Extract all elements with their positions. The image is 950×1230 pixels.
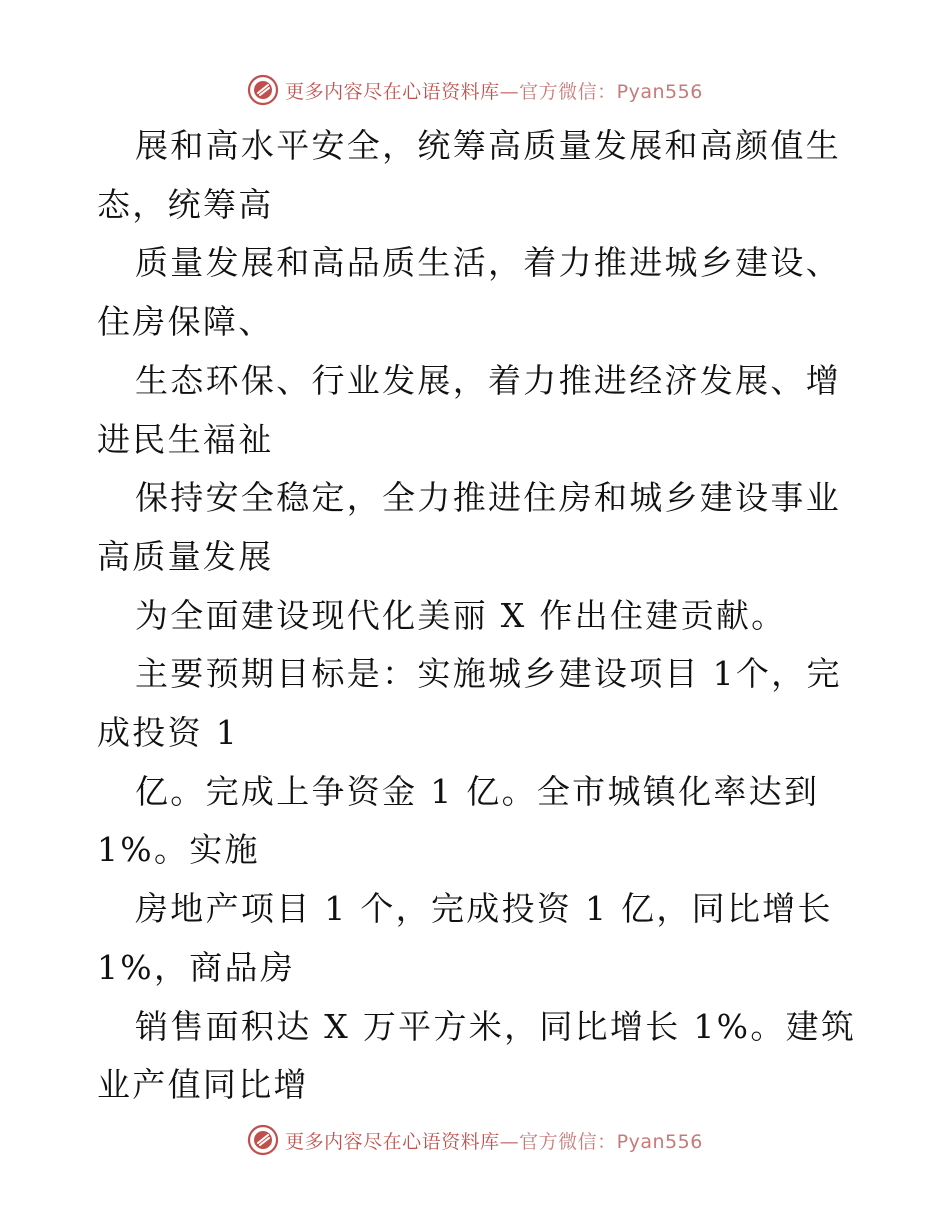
paragraph-3: 生态环保、行业发展，着力推进经济发展、增进民生福祉	[97, 360, 841, 459]
paragraph-9: 销售面积达 X 万平方米，同比增长 1%。建筑业产值同比增	[97, 1006, 857, 1105]
header-rest-text: —官方微信：Pyan556	[499, 80, 703, 103]
header-text	[285, 77, 703, 104]
paragraph-5: 为全面建设现代化美丽 X 作出住建贡献。	[135, 595, 787, 635]
footer-text	[285, 1127, 703, 1154]
page-footer-banner	[0, 1120, 950, 1160]
footer-rest-text: —官方微信：Pyan556	[499, 1130, 703, 1153]
header-lead-text: 更多内容尽在心语资料库	[285, 80, 500, 103]
document-body	[97, 117, 857, 1115]
red-seal-logo-icon	[247, 74, 279, 106]
paragraph-1: 展和高水平安全，统筹高质量发展和高颜值生态，统筹高	[97, 126, 841, 224]
paragraph-8: 房地产项目 1 个，完成投资 1 亿，同比增长 1%，商品房	[97, 889, 833, 987]
footer-lead-text: 更多内容尽在心语资料库	[285, 1130, 500, 1153]
paragraph-7: 亿。完成上争资金 1 亿。全市城镇化率达到 1%。实施	[97, 771, 820, 870]
paragraph-6: 主要预期目标是：实施城乡建设项目 1个，完成投资 1	[97, 654, 842, 753]
red-seal-logo-icon	[247, 1124, 279, 1156]
paragraph-2: 质量发展和高品质生活，着力推进城乡建设、住房保障、	[97, 243, 841, 342]
paragraph-4: 保持安全稳定，全力推进住房和城乡建设事业高质量发展	[97, 478, 841, 576]
page-header-banner	[0, 70, 950, 110]
